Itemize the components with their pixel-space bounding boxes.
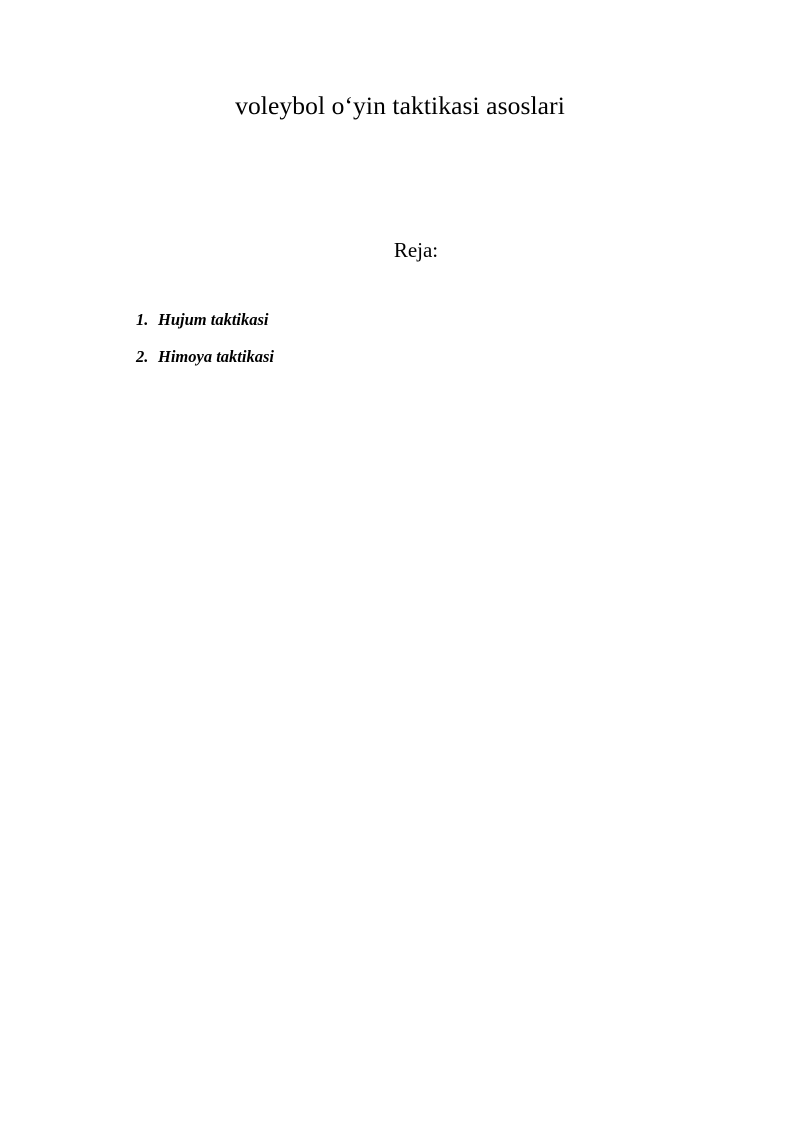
list-item xyxy=(136,312,274,329)
list-item-number: 1. xyxy=(136,310,149,329)
list-item-number: 2. xyxy=(136,346,149,366)
list-item-label: Himoya taktikasi xyxy=(158,346,274,366)
page-title: voleybol o‘yin taktikasi asoslari xyxy=(235,91,565,121)
list-item-label: Hujum taktikasi xyxy=(158,310,269,329)
list-item xyxy=(136,346,274,366)
plan-heading: Reja: xyxy=(393,238,439,262)
plan-list xyxy=(136,312,274,385)
